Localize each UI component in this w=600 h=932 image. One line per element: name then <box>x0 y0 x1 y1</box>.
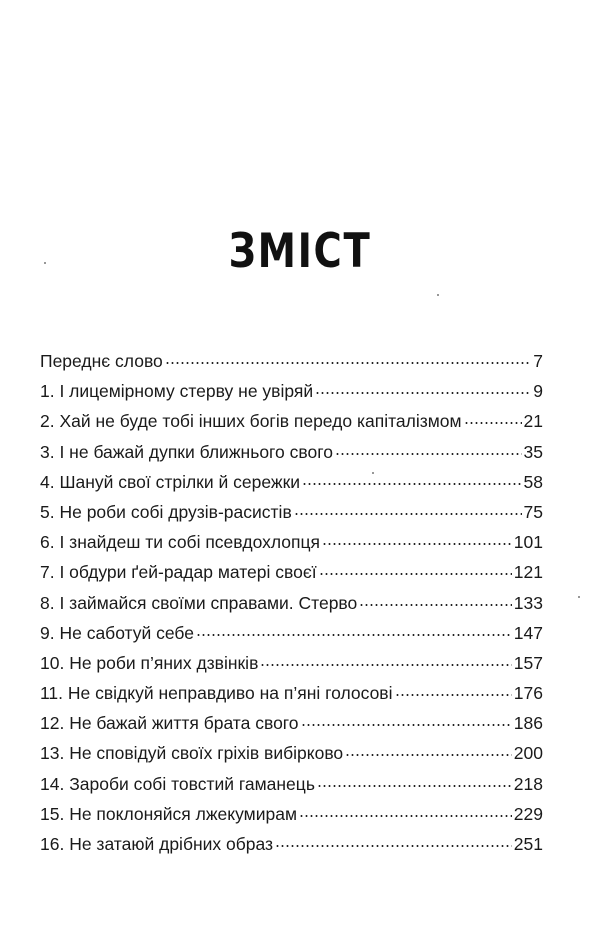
toc-entry-title: 2. Хай не буде тобі інших богів передо капіталізмом <box>40 411 462 432</box>
toc-page-number: 7 <box>533 351 543 371</box>
dot-leader <box>275 845 512 847</box>
toc-page-number: 35 <box>523 441 543 462</box>
dot-leader <box>260 664 511 666</box>
toc-entry <box>40 437 543 467</box>
toc-entry-title: 6. І знайдеш ти собі псевдохлопця <box>40 532 320 553</box>
toc-page-number: 176 <box>513 683 543 704</box>
scan-speck <box>437 294 439 296</box>
dot-leader <box>345 754 512 756</box>
scan-speck <box>578 596 580 598</box>
toc-entry-title: 11. Не свідкуй неправдиво на п’яні голосові <box>40 683 393 704</box>
toc-entry-title: 10. Не роби п’яних дзвінків <box>40 652 259 673</box>
toc-entry <box>40 618 543 648</box>
toc-entry-title: 7. І обдури ґей-радар матері своєї <box>40 562 317 583</box>
toc-page-number: 9 <box>533 381 543 402</box>
dot-leader <box>315 392 531 394</box>
toc-entry <box>40 678 543 708</box>
toc-entry-title: 4. Шануй свої стрілки й сережки <box>40 471 301 492</box>
dot-leader <box>299 815 512 817</box>
dot-leader <box>294 513 522 515</box>
toc-entry-title: 5. Не роби собі друзів-расистів <box>40 501 292 522</box>
dot-leader <box>196 634 512 636</box>
toc-entry <box>40 588 543 618</box>
toc-page-number: 121 <box>513 562 543 583</box>
toc-page-number: 75 <box>523 501 543 522</box>
toc-entry <box>40 829 543 859</box>
dot-leader <box>322 543 512 545</box>
toc-entry <box>40 406 543 436</box>
scan-speck <box>44 262 46 264</box>
toc-entry <box>40 376 543 406</box>
toc-entry-title: 16. Не затаюй дрібних образ <box>40 834 274 854</box>
toc-page-number: 218 <box>513 773 543 794</box>
scan-speck <box>372 472 374 474</box>
toc-page-number: 21 <box>523 411 543 432</box>
toc-entry <box>40 738 543 768</box>
dot-leader <box>395 694 512 696</box>
toc-entry-title: Переднє слово <box>40 351 163 371</box>
toc-entry-title: 3. І не бажай дупки ближнього свого <box>40 441 333 462</box>
dot-leader <box>317 785 512 787</box>
dot-leader <box>319 573 512 575</box>
toc-entry-title: 13. Не сповідуй своїх гріхів вибірково <box>40 743 344 764</box>
toc-entry <box>40 708 543 738</box>
toc-entry <box>40 557 543 587</box>
toc-page-number: 147 <box>513 622 543 643</box>
toc-entry-title: 14. Зароби собі товстий гаманець <box>40 773 315 794</box>
toc-page-number: 200 <box>513 743 543 764</box>
dot-leader <box>359 604 512 606</box>
toc-page-number: 186 <box>513 713 543 734</box>
toc-page-number: 133 <box>513 592 543 613</box>
dot-leader <box>301 724 512 726</box>
toc-page-number: 229 <box>513 803 543 824</box>
toc-entry <box>40 497 543 527</box>
toc-entry-title: 15. Не поклоняйся лжекумирам <box>40 803 297 824</box>
dot-leader <box>464 422 522 424</box>
dot-leader <box>335 453 522 455</box>
dot-leader <box>165 362 531 364</box>
toc-page-number: 58 <box>523 471 543 492</box>
toc-entry-title: 8. І займайся своїми справами. Стерво <box>40 592 358 613</box>
table-of-contents <box>40 346 543 859</box>
toc-entry <box>40 527 543 557</box>
toc-entry <box>40 346 543 376</box>
dot-leader <box>302 483 522 485</box>
toc-page-number: 101 <box>513 532 543 553</box>
toc-page-number: 251 <box>513 834 543 854</box>
toc-entry-title: 9. Не саботуй себе <box>40 622 194 643</box>
toc-entry <box>40 467 543 497</box>
contents-heading: ЗМІСТ <box>228 224 372 279</box>
toc-entry-title: 12. Не бажай життя брата свого <box>40 713 299 734</box>
toc-entry <box>40 799 543 829</box>
toc-entry <box>40 648 543 678</box>
toc-entry <box>40 769 543 799</box>
toc-page-number: 157 <box>513 652 543 673</box>
toc-entry-title: 1. І лицемірному стерву не увіряй <box>40 381 314 402</box>
